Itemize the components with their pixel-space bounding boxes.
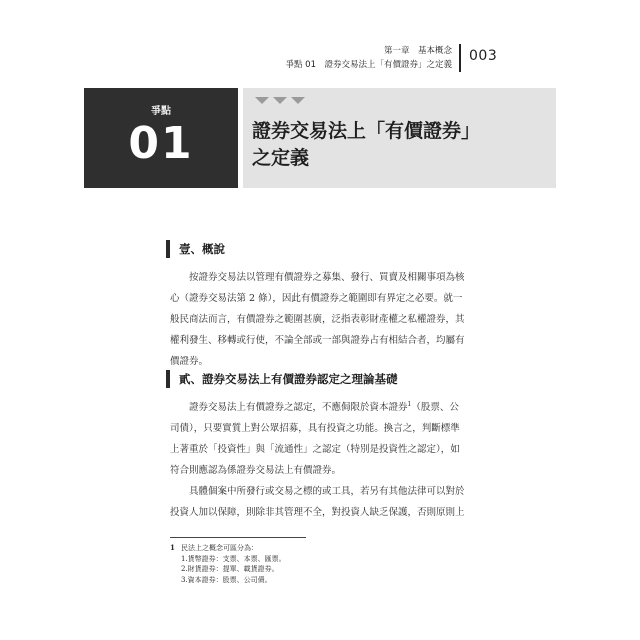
paragraph-line: 司債），只要實質上對公眾招募，具有投資之功能。換言之，判斷標準 [170, 423, 460, 434]
paragraph-line: 投資人加以保障，則除非其管理不全，對投資人缺乏保護，否則原則上 [170, 507, 465, 518]
section-2-paragraph-2 [170, 481, 501, 523]
paragraph-line: 具體個案中所發行或交易之標的或工具，若另有其他法律可以對於 [189, 486, 465, 497]
running-head [152, 44, 452, 72]
issue-number-box [84, 88, 238, 188]
section-2-paragraph-1 [170, 397, 501, 481]
issue-number: 01 [128, 118, 194, 169]
paragraph-line: 按證券交易法以管理有價證券之募集、發行、買賣及相關事項為核 [189, 272, 465, 283]
paragraph-line: 心（證券交易法第 2 條），因此有價證券之範圍即有界定之必要。就一 [170, 293, 463, 304]
page-title-line-1: 證券交易法上「有價證券」 [252, 120, 481, 142]
section-1-paragraph [170, 267, 501, 372]
chevron-decoration-icon [255, 97, 305, 104]
chevron-down-icon [273, 97, 287, 104]
running-head-issue-title: 爭點 01 證券交易法上「有價證券」之定義 [285, 60, 452, 70]
paragraph-text: 證券交易法上有價證券之認定，不應侷限於資本證券 [189, 402, 408, 413]
paragraph-line: 價證券。 [170, 356, 209, 367]
paragraph-line: 般民商法而言，有價證券之範圍甚廣，泛指表彰財產權之私權證券，其 [170, 314, 465, 325]
section-marker-bar [166, 370, 170, 388]
footnote-reference[interactable]: 1 [407, 400, 412, 408]
paragraph-line: 上著重於「投資性」與「流通性」之認定（特別是投資性之認定），如 [170, 444, 460, 455]
paragraph-line [170, 397, 501, 418]
section-marker-bar [166, 240, 170, 258]
footnote [170, 543, 286, 585]
footnote-rule [170, 537, 306, 538]
page-title-line-2: 之定義 [252, 147, 310, 169]
footnote-text: 民法上之概念可區分為： [181, 544, 258, 552]
paragraph-line: 權利發生、移轉或行使，不論全部或一部與證券占有相結合者，均屬有 [170, 335, 465, 346]
chevron-down-icon [291, 97, 305, 104]
chevron-down-icon [255, 97, 269, 104]
paragraph-line: 符合則應認為係證券交易法上有價證券。 [170, 465, 342, 476]
section-heading-1-text: 壹、概說 [179, 242, 225, 256]
page-title [252, 118, 552, 172]
footnote-item: 3.資本證券：股票、公司債。 [181, 575, 272, 584]
footnote-item: 1.貨幣證券：支票、本票、匯票。 [181, 554, 286, 563]
section-heading-1 [166, 240, 225, 258]
issue-label: 爭點 [151, 106, 171, 117]
header-rule [459, 44, 461, 72]
paragraph-text: （股票、公 [411, 402, 459, 413]
footnote-item: 2.財貨證券：提單、載貨證券。 [181, 565, 279, 573]
section-heading-2-text: 貳、證券交易法上有價證券認定之理論基礎 [179, 372, 398, 386]
running-head-chapter: 第一章 基本概念 [383, 46, 452, 56]
section-heading-2 [166, 370, 398, 388]
footnote-main [170, 543, 286, 554]
page-number: 003 [469, 48, 498, 64]
footnote-mark: 1 [170, 543, 175, 552]
